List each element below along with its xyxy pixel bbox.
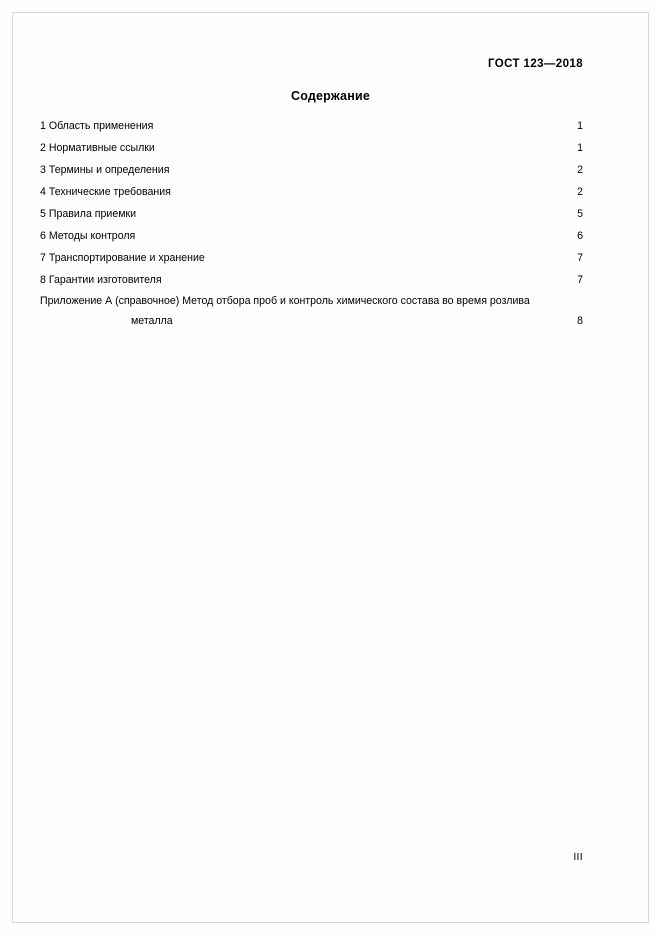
toc-leader-dots bbox=[158, 118, 573, 129]
toc-leader-dots bbox=[210, 250, 573, 261]
toc-entry[interactable] bbox=[40, 203, 583, 225]
standard-code-header: ГОСТ 123—2018 bbox=[487, 58, 583, 70]
toc-entry[interactable] bbox=[40, 159, 583, 181]
toc-entry-page: 7 bbox=[577, 252, 583, 264]
toc-entry-page: 1 bbox=[577, 142, 583, 154]
toc-leader-dots bbox=[174, 162, 573, 173]
toc-appendix-page: 8 bbox=[577, 315, 583, 327]
toc-leader-dots bbox=[167, 272, 573, 283]
toc-leader-dots bbox=[178, 313, 573, 324]
toc-entry-page: 5 bbox=[577, 208, 583, 220]
toc-entry-page: 2 bbox=[577, 164, 583, 176]
toc-entry-page: 6 bbox=[577, 230, 583, 242]
toc-entry[interactable] bbox=[40, 247, 583, 269]
toc-appendix-label-line2: металла bbox=[131, 315, 173, 327]
toc-entry-label: 5 Правила приемки bbox=[40, 208, 137, 220]
toc-leader-dots bbox=[140, 228, 573, 239]
toc-entry-appendix[interactable] bbox=[40, 291, 583, 331]
toc-entry-label: 8 Гарантии изготовителя bbox=[40, 274, 162, 286]
toc-entry[interactable] bbox=[40, 269, 583, 291]
toc-entry[interactable] bbox=[40, 137, 583, 159]
toc-entry-page: 2 bbox=[577, 186, 583, 198]
toc-entry-label: 7 Транспортирование и хранение bbox=[40, 252, 205, 264]
toc-entry-page: 7 bbox=[577, 274, 583, 286]
toc-leader-dots bbox=[141, 206, 573, 217]
page-number-footer: III bbox=[573, 851, 583, 863]
toc-leader-dots bbox=[160, 140, 573, 151]
toc-leader-dots bbox=[176, 184, 573, 195]
page-title: Содержание bbox=[290, 89, 370, 103]
toc-entry-label: 6 Методы контроля bbox=[40, 230, 136, 242]
toc-entry[interactable] bbox=[40, 115, 583, 137]
toc-appendix-label-line1: Приложение А (справочное) Метод отбора проб и контроль химического состава во время розлива bbox=[40, 295, 530, 307]
toc-entry[interactable] bbox=[40, 181, 583, 203]
toc-entry-label: 3 Термины и определения bbox=[40, 164, 170, 176]
toc-entry-label: 1 Область применения bbox=[40, 120, 154, 132]
toc-entry-page: 1 bbox=[577, 120, 583, 132]
toc-entry-label: 2 Нормативные ссылки bbox=[40, 142, 155, 154]
toc-entry[interactable] bbox=[40, 225, 583, 247]
toc-entry-label: 4 Технические требования bbox=[40, 186, 171, 198]
table-of-contents bbox=[40, 115, 583, 331]
